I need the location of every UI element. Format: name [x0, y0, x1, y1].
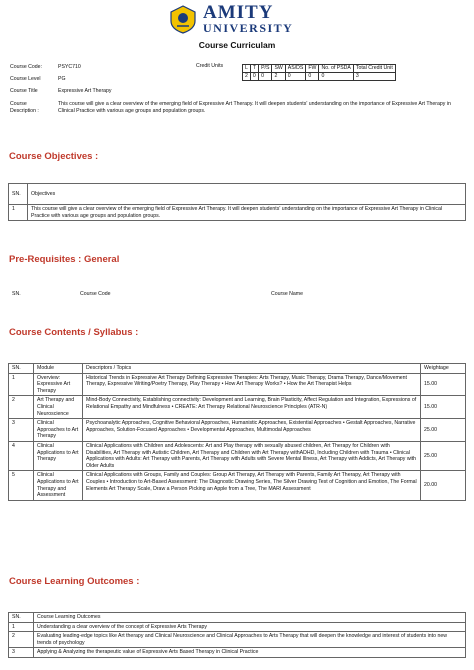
- credit-header-cell: FW: [306, 65, 319, 73]
- table-row: [9, 419, 466, 442]
- credit-units-label: Credit Units: [196, 63, 224, 69]
- document-title: Course Curriculam: [198, 40, 276, 50]
- row-module: Clinical Approaches to Art Therapy: [34, 419, 83, 442]
- contents-heading: Course Contents / Syllabus :: [9, 327, 139, 338]
- table-header-row: [9, 613, 466, 623]
- row-module: Art Therapy and Clinical Neuroscience: [34, 396, 83, 419]
- credit-value-cell: 3: [353, 73, 395, 81]
- course-code: PSYC710: [58, 64, 81, 70]
- row-sn: 4: [9, 441, 34, 470]
- credit-header-row: [243, 65, 396, 73]
- table-row: [9, 632, 466, 648]
- row-module: Clinical Applications to Art Therapy and Assessment: [34, 471, 83, 500]
- table-row: [9, 205, 466, 221]
- table-row: [9, 373, 466, 396]
- row-weightage: 25.00: [421, 419, 466, 442]
- row-sn: 1: [9, 622, 34, 632]
- col-module-header: Module: [34, 364, 83, 374]
- row-descriptors: Clinical Applications with Children and Adolescents: Art and Play therapy with sexually abused children, Art Therapy for Children with Disabilities, Art Therapy with Autistic Children, Art Therapy and Children with Art Therapy withADHD, Including Children with Trauma • Clinical Applications with Adults: Art Therapy with Parents, Art Therapy with Adults with Severe Mental Illness, Art Therapy with Addicts, Art Therapy with Older Adults: [83, 441, 421, 470]
- credit-value-row: [243, 73, 396, 81]
- row-descriptors: Historical Trends in Expressive Art Therapy Defining Expressive Therapies: Arts Therapy, Music Therapy, Drama Therapy, Dance/Movement Therapy, Expressive Writing/Poetry Therapy, Play Therapy • How Art Therapy Works? • How the Art Therapist Helps: [83, 373, 421, 396]
- course-title-label: Course Title: [10, 88, 38, 94]
- amity-emblem-icon: [168, 4, 198, 34]
- university-logo: [203, 3, 293, 35]
- course-description: This course will give a clear overview of the emerging field of Expressive Art Therapy. It will deepen students' understanding on the importance of Expressive Art Therapy in Clinical Practice with various age groups and population groups.: [58, 101, 451, 114]
- row-descriptors: Psychoanalytic Approaches, Cognitive Behavioral Approaches, Humanistic Approaches, Existential Approaches • Gestalt Approaches, Narrative Approaches, Solution-Focused Approaches • Developmental Approaches, Multimodal Approaches: [83, 419, 421, 442]
- col-objectives-header: Objectives: [28, 184, 466, 205]
- col-sn-header: SN.: [9, 613, 34, 623]
- table-row: [9, 441, 466, 470]
- prereq-col-sn: SN.: [12, 291, 21, 297]
- course-level-label: Course Level: [10, 76, 41, 82]
- table-header-row: [9, 184, 466, 205]
- row-weightage: 20.00: [421, 471, 466, 500]
- row-outcome: Understanding a clear overview of the concept of Expressive Arts Therapy: [34, 622, 466, 632]
- credit-value-cell: 2: [243, 73, 251, 81]
- objectives-heading: Course Objectives :: [9, 151, 99, 162]
- credit-header-cell: SW: [272, 65, 285, 73]
- course-code-label: Course Code:: [10, 64, 43, 70]
- credit-value-cell: 0: [285, 73, 306, 81]
- row-sn: 1: [9, 205, 28, 221]
- table-row: [9, 622, 466, 632]
- syllabus-table: [8, 363, 466, 501]
- credit-value-cell: 0: [319, 73, 353, 81]
- row-sn: 5: [9, 471, 34, 500]
- row-descriptors: Clinical Applications with Groups, Family and Couples: Group Art Therapy, Art Therapy with Parents, Family Art Therapy, Art Therapy with Couples • Introduction to Art-Based Assessment: The Diagnostic Drawing Series, The Silver Drawing Test of Cognition and Emotion, The Formal Elements Art Therapy Scale, Draw a Person Picking an Apple from a Tree, The MARI Assessment: [83, 471, 421, 500]
- row-sn: 1: [9, 373, 34, 396]
- outcomes-table: [8, 612, 466, 658]
- col-outcomes-header: Course Learning Outcomes: [34, 613, 466, 623]
- col-sn-header: SN.: [9, 364, 34, 374]
- credit-header-cell: Total Credit Unit: [353, 65, 395, 73]
- table-row: [9, 396, 466, 419]
- credit-units-table: [242, 64, 396, 81]
- credit-header-cell: L: [243, 65, 251, 73]
- credit-header-cell: T: [250, 65, 258, 73]
- brand-top: AMITY: [203, 2, 274, 23]
- row-outcome: Evaluating leading-edge topics like Art therapy and Clinical Neuroscience and Clinical Approaches to Arts Therapy that will deepen the knowledge and interest of students into new trends of psychology: [34, 632, 466, 648]
- objectives-table: [8, 183, 466, 221]
- prereq-col-name: Course Name: [271, 291, 304, 297]
- credit-header-cell: P/S: [259, 65, 272, 73]
- row-descriptors: Mind-Body Connectivity, Establishing connectivity: Development and Learning, Brain Plasticity, Affect Regulation and Integration, Expressions of Relational Empathy and Mindfulness • CREATE: Art Therapy Relational Neuroscience Principles (ATR-N): [83, 396, 421, 419]
- credit-value-cell: 0: [259, 73, 272, 81]
- row-weightage: 25.00: [421, 441, 466, 470]
- col-weightage-header: Weightage: [421, 364, 466, 374]
- brand-bottom: UNIVERSITY: [203, 21, 294, 35]
- table-row: [9, 471, 466, 500]
- row-sn: 3: [9, 648, 34, 658]
- course-level: PG: [58, 76, 66, 82]
- prereq-col-code: Course Code: [80, 291, 111, 297]
- outcomes-heading: Course Learning Outcomes :: [9, 576, 140, 587]
- credit-value-cell: 2: [272, 73, 285, 81]
- row-module: Clinical Applications to Art Therapy: [34, 441, 83, 470]
- course-title: Expressive Art Therapy: [58, 88, 112, 94]
- credit-value-cell: 0: [250, 73, 258, 81]
- course-desc-label: Course Description :: [10, 101, 39, 114]
- row-weightage: 15.00: [421, 396, 466, 419]
- credit-value-cell: 0: [306, 73, 319, 81]
- credit-header-cell: AS/DS: [285, 65, 306, 73]
- table-header-row: [9, 364, 466, 374]
- row-sn: 3: [9, 419, 34, 442]
- col-sn-header: SN.: [9, 184, 28, 205]
- prerequisites-heading: Pre-Requisites : General: [9, 254, 120, 265]
- row-module: Overview: Expressive Art Therapy: [34, 373, 83, 396]
- row-objective: This course will give a clear overview of the emerging field of Expressive Art Therapy. It will deepen students' understanding on the importance of Expressive Art Therapy in Clinical Practice with various age groups and population groups.: [28, 205, 466, 221]
- row-weightage: 15.00: [421, 373, 466, 396]
- credit-header-cell: No. of PSDA: [319, 65, 353, 73]
- row-sn: 2: [9, 632, 34, 648]
- row-sn: 2: [9, 396, 34, 419]
- table-row: [9, 648, 466, 658]
- row-outcome: Applying & Analyzing the therapeutic value of Expressive Arts Based Therapy in Clinical Practice: [34, 648, 466, 658]
- col-descriptors-header: Descriptors / Topics: [83, 364, 421, 374]
